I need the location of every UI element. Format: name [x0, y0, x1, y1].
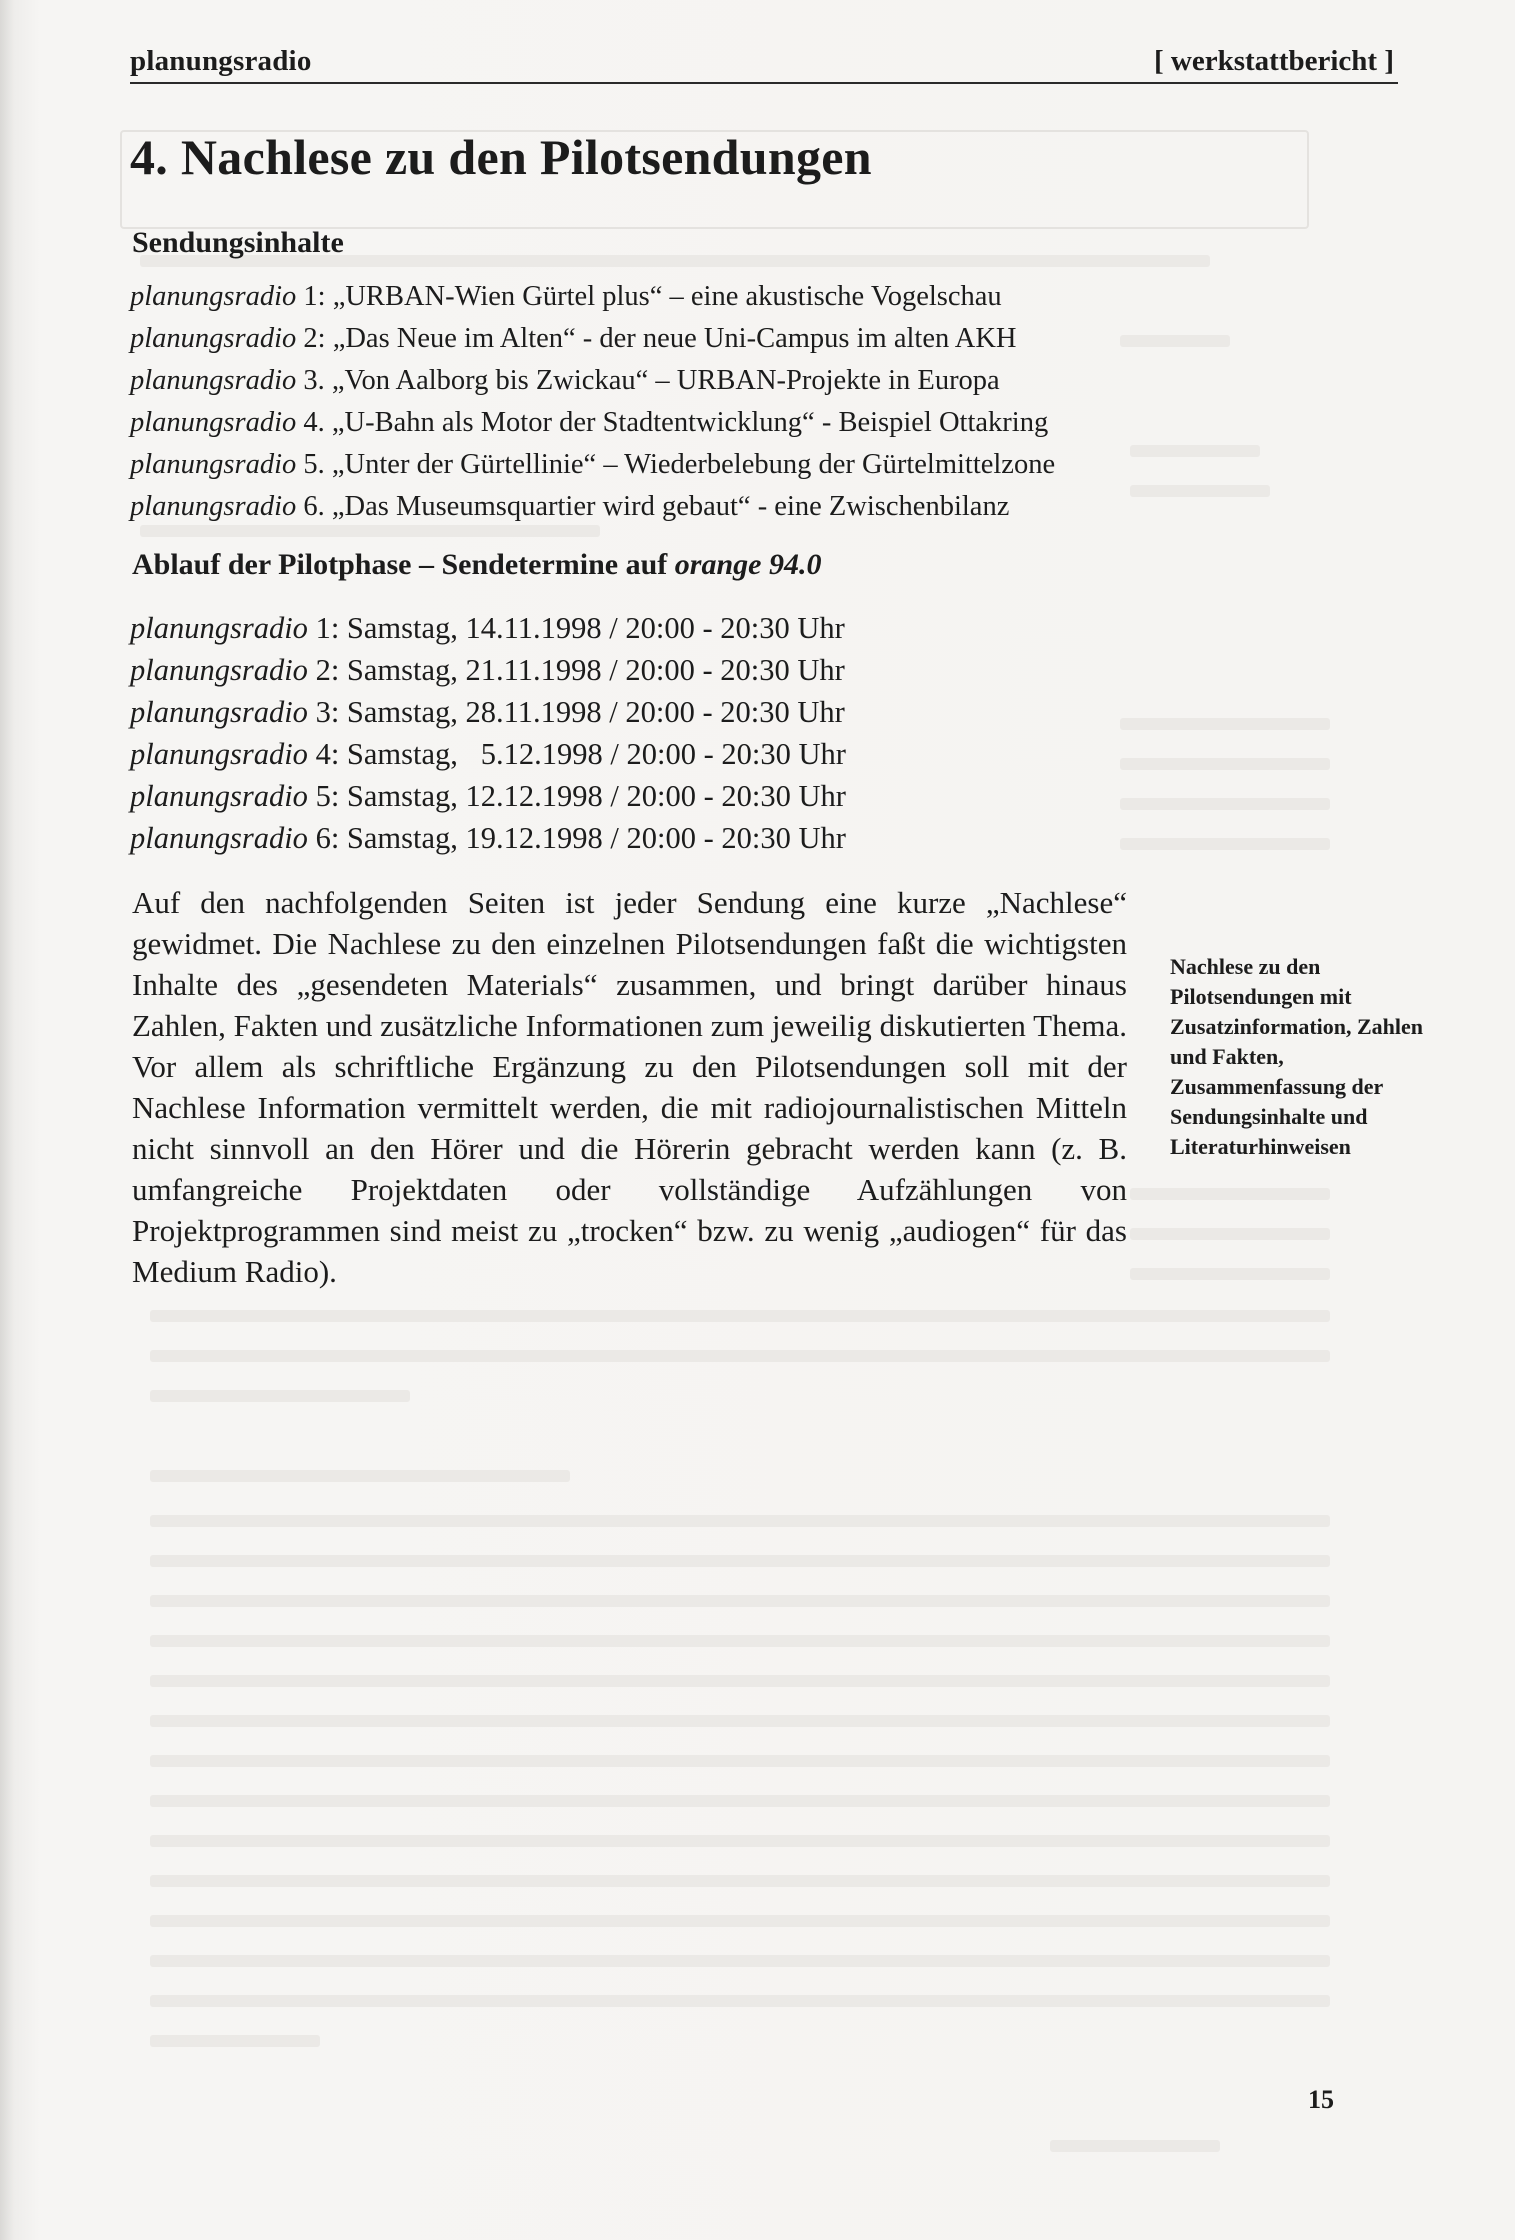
episode-text: 4. „U-Bahn als Motor der Stadtentwicklung“ - Beispiel Ottakring	[296, 407, 1049, 438]
show-through-line	[150, 1955, 1330, 1967]
list-item	[130, 402, 1055, 444]
show-through-line	[1130, 485, 1270, 497]
list-item	[130, 775, 846, 817]
show-through-line	[150, 1470, 570, 1482]
list-item	[130, 733, 846, 775]
program-name: planungsradio	[130, 449, 297, 480]
show-through-line	[150, 1995, 1330, 2007]
show-through-line	[1130, 1188, 1330, 1200]
show-through-line	[1130, 1228, 1330, 1240]
show-through-line	[1120, 758, 1330, 770]
list-item	[130, 360, 1055, 402]
broadcast-date: 2: Samstag, 21.11.1998 / 20:00 - 20:30 Uhr	[307, 653, 845, 687]
show-through-line	[150, 1715, 1330, 1727]
episode-text: 6. „Das Museumsquartier wird gebaut“ - eine Zwischenbilanz	[296, 491, 1010, 522]
show-through-line	[150, 1350, 1330, 1362]
show-through-line	[150, 1875, 1330, 1887]
sendungsinhalte-list	[130, 276, 1055, 528]
sendetermine-list	[130, 607, 846, 859]
program-name: planungsradio	[130, 407, 297, 438]
list-item	[130, 318, 1055, 360]
show-through-line	[150, 1515, 1330, 1527]
episode-text: 5. „Unter der Gürtellinie“ – Wiederbelebung der Gürtelmittelzone	[296, 449, 1056, 480]
program-name: planungsradio	[130, 737, 308, 771]
episode-text: 1: „URBAN-Wien Gürtel plus“ – eine akustische Vogelschau	[296, 281, 1002, 312]
show-through-line	[1120, 718, 1330, 730]
program-name: planungsradio	[130, 611, 308, 645]
list-item	[130, 486, 1055, 528]
page-number: 15	[1308, 2085, 1334, 2114]
program-name: planungsradio	[130, 653, 308, 687]
broadcast-date: 3: Samstag, 28.11.1998 / 20:00 - 20:30 Uhr	[307, 695, 845, 729]
broadcast-date: 1: Samstag, 14.11.1998 / 20:00 - 20:30 Uhr	[307, 611, 845, 645]
intro-paragraph: Auf den nachfolgenden Seiten ist jeder Sendung eine kurze „Nachlese“ gewidmet. Die Nachlese zu den einzelnen Pilotsendungen faßt die wichtigsten Inhalte des „gesendeten Materials“ zusammen, und bringt darüber hinaus Zahlen, Fakten und zusätzliche Informationen zum jeweilig diskutierten Thema. Vor allem als schriftliche Ergänzung zu den Pilotsendungen soll mit der Nachlese Information vermittelt werden, die mit radiojournalistischen Mitteln nicht sinnvoll an den Hörer und die Hörerin gebracht werden kann (z. B. umfangreiche Projektdaten oder vollständige Aufzählungen von Projektprogrammen sind meist zu „trocken“ bzw. zu wenig „audiogen“ für das Medium Radio).	[132, 885, 1127, 1289]
show-through-line	[1120, 335, 1230, 347]
show-through-line	[1130, 1268, 1330, 1280]
program-name: planungsradio	[130, 695, 308, 729]
episode-text: 2: „Das Neue im Alten“ - der neue Uni-Campus im alten AKH	[296, 323, 1017, 354]
show-through-line	[150, 1595, 1330, 1607]
section-heading-sendungsinhalte: Sendungsinhalte	[132, 226, 344, 259]
show-through-line	[1120, 798, 1330, 810]
show-through-line	[150, 1795, 1330, 1807]
program-name: planungsradio	[130, 491, 297, 522]
list-item	[130, 691, 846, 733]
list-item	[130, 607, 846, 649]
header-series-title: planungsradio	[130, 45, 312, 77]
show-through-line	[150, 1675, 1330, 1687]
broadcast-date: 4: Samstag, 5.12.1998 / 20:00 - 20:30 Uhr	[307, 737, 846, 771]
running-header	[130, 38, 1398, 84]
show-through-line	[150, 1835, 1330, 1847]
program-name: planungsradio	[130, 365, 297, 396]
show-through-line	[150, 1915, 1330, 1927]
show-through-line	[150, 1555, 1330, 1567]
list-item	[130, 817, 846, 859]
show-through-line	[1050, 2140, 1220, 2152]
list-item	[130, 649, 846, 691]
radio-station-name: orange 94.0	[674, 548, 822, 581]
show-through-line	[150, 1390, 410, 1402]
show-through-line	[150, 2035, 320, 2047]
episode-text: 3. „Von Aalborg bis Zwickau“ – URBAN-Projekte in Europa	[296, 365, 1000, 396]
margin-note: Nachlese zu den Pilotsendungen mit Zusatzinformation, Zahlen und Fakten, Zusammenfassung der Sendungsinhalte und Literaturhinweisen	[1170, 954, 1424, 1159]
list-item	[130, 276, 1055, 318]
show-through-line	[150, 1310, 1330, 1322]
show-through-line	[150, 1755, 1330, 1767]
show-through-line	[150, 1635, 1330, 1647]
show-through-line	[1120, 838, 1330, 850]
show-through-line	[1130, 445, 1260, 457]
chapter-title: 4. Nachlese zu den Pilotsendungen	[130, 129, 872, 185]
program-name: planungsradio	[130, 323, 297, 354]
list-item	[130, 444, 1055, 486]
ablauf-heading-text: Ablauf der Pilotphase – Sendetermine auf	[132, 548, 675, 581]
section-heading-ablauf	[132, 548, 821, 582]
header-section-label: [ werkstattbericht ]	[1154, 45, 1394, 77]
broadcast-date: 5: Samstag, 12.12.1998 / 20:00 - 20:30 Uhr	[307, 779, 846, 813]
program-name: planungsradio	[130, 779, 308, 813]
program-name: planungsradio	[130, 821, 308, 855]
broadcast-date: 6: Samstag, 19.12.1998 / 20:00 - 20:30 Uhr	[307, 821, 846, 855]
program-name: planungsradio	[130, 281, 297, 312]
